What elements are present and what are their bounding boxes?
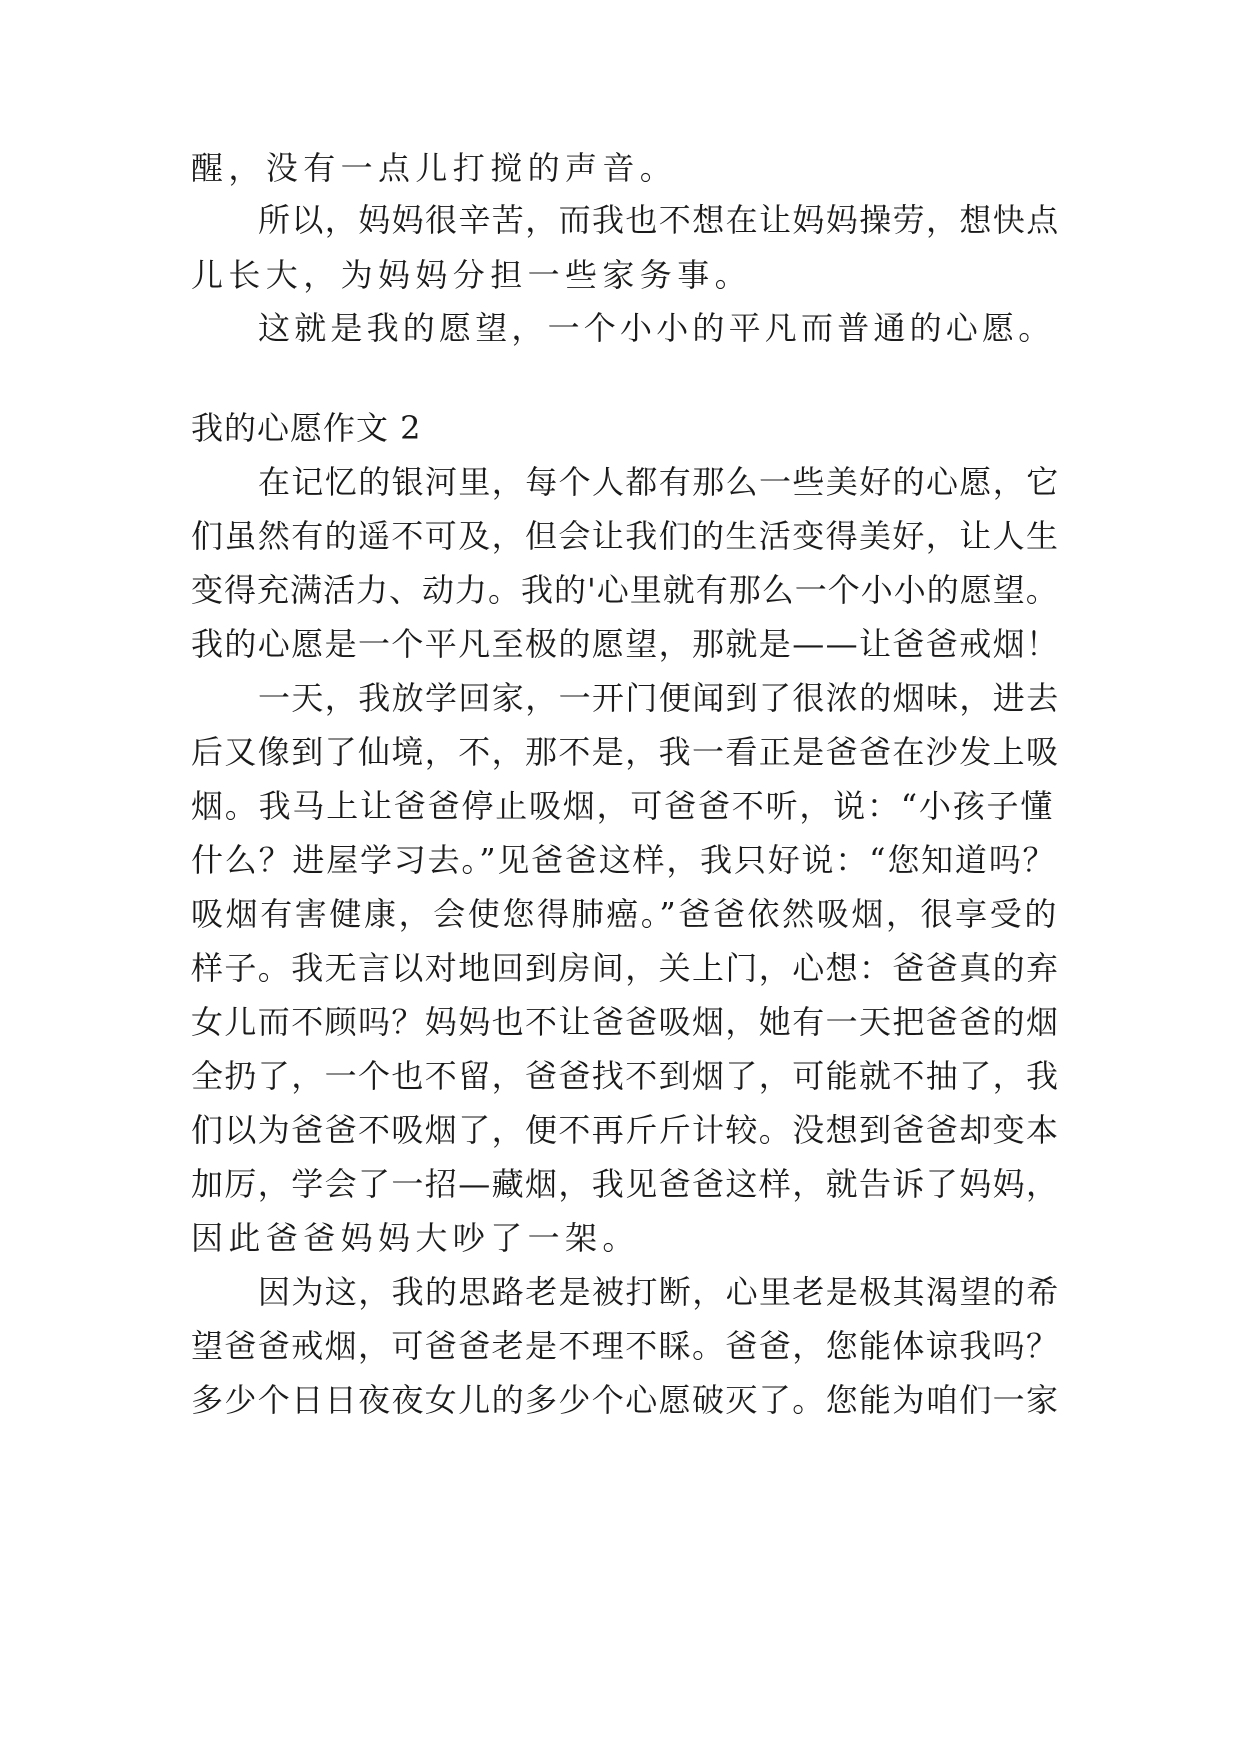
text-line: 在记忆的银河里，每个人都有那么一些美好的心愿，它 [258,463,1060,501]
text-line: 吸烟有害健康，会使您得肺癌。”爸爸依然吸烟，很享受的 [191,895,1059,933]
text-line: 们虽然有的遥不可及，但会让我们的生活变得美好，让人生 [191,517,1060,555]
text-line: 所以，妈妈很辛苦，而我也不想在让妈妈操劳，想快点 [258,201,1060,239]
text-line: 我的心愿是一个平凡至极的愿望，那就是——让爸爸戒烟！ [191,625,1060,663]
text-line: 加厉，学会了一招—藏烟，我见爸爸这样，就告诉了妈妈， [191,1165,1060,1203]
text-line: 多少个日日夜夜女儿的多少个心愿破灭了。您能为咱们一家 [191,1381,1060,1419]
text-line: 望爸爸戒烟，可爸爸老是不理不睬。爸爸，您能体谅我吗？ [191,1327,1060,1365]
text-line: 什么？进屋学习去。”见爸爸这样，我只好说：“您知道吗？ [191,841,1057,879]
text-line: 一天，我放学回家，一开门便闻到了很浓的烟味，进去 [258,679,1060,717]
text-line: 们以为爸爸不吸烟了，便不再斤斤计较。没想到爸爸却变本 [191,1111,1060,1149]
text-line: 样子。我无言以对地回到房间，关上门，心想：爸爸真的弃 [191,949,1060,987]
text-line: 这就是我的愿望，一个小小的平凡而普通的心愿。 [258,309,1055,347]
text-line: 因为这，我的思路老是被打断，心里老是极其渴望的希 [258,1273,1060,1311]
text-line: 全扔了，一个也不留，爸爸找不到烟了，可能就不抽了，我 [191,1057,1060,1095]
text-line: 醒，没有一点儿打搅的声音。 [191,149,678,187]
text-line: 女儿而不顾吗？妈妈也不让爸爸吸烟，她有一天把爸爸的烟 [191,1003,1060,1041]
section-heading: 我的心愿作文 2 [191,409,422,447]
text-line: 儿长大，为妈妈分担一些家务事。 [191,256,753,294]
text-line: 因此爸爸妈妈大吵了一架。 [191,1219,640,1257]
text-line: 后又像到了仙境，不，那不是，我一看正是爸爸在沙发上吸 [191,733,1060,771]
text-line: 变得充满活力、动力。我的'心里就有那么一个小小的愿望。 [191,571,1059,609]
text-line: 烟。我马上让爸爸停止吸烟，可爸爸不听，说：“小孩子懂 [191,787,1055,825]
